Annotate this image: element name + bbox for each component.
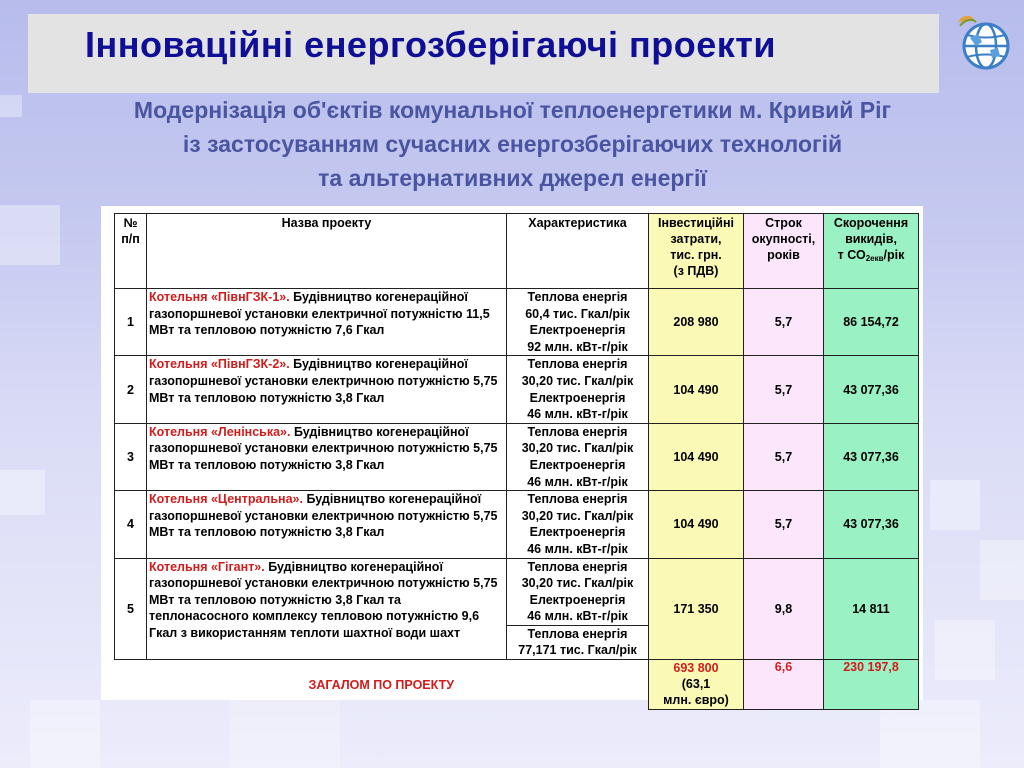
boiler-name: Котельня «Гігант». xyxy=(149,559,265,574)
table-row xyxy=(115,491,919,558)
header-reduction-line: Скорочення xyxy=(833,216,909,230)
project-description: Будівництво когенераційної газопоршневої установки електричною потужністю 5,75 МВт та тепловою потужністю 3,8 Гкал xyxy=(149,357,498,405)
investment-cell: 104 490 xyxy=(649,491,744,558)
characteristic-line: Електроенергія xyxy=(529,592,626,607)
unit-subscript: 2екв xyxy=(865,254,884,263)
projects-table xyxy=(114,213,919,710)
characteristic-line: Теплова енергія xyxy=(527,424,628,439)
characteristic-line: 46 млн. кВт-г/рік xyxy=(527,474,628,489)
characteristic-line: Теплова енергія xyxy=(527,357,628,372)
characteristic-line: 46 млн. кВт-г/рік xyxy=(527,541,628,556)
row-number: 3 xyxy=(115,423,147,490)
characteristic-line: Електроенергія xyxy=(529,457,626,472)
project-name-cell xyxy=(147,558,507,660)
characteristic-line: Теплова енергія xyxy=(527,290,628,304)
total-investment-eur: млн. євро) xyxy=(663,693,729,708)
header-payback-line: років xyxy=(767,248,800,262)
boiler-name: Котельня «ПівнГЗК-2». xyxy=(149,357,290,372)
investment-cell: 171 350 xyxy=(649,558,744,660)
characteristic-line: 30,20 тис. Гкал/рік xyxy=(521,508,634,523)
header-payback xyxy=(744,214,824,289)
background-square xyxy=(880,700,980,768)
row-number: 2 xyxy=(115,356,147,423)
row-number: 1 xyxy=(115,289,147,356)
characteristic-line: 77,171 тис. Гкал/рік xyxy=(518,643,637,658)
project-description: Будівництво когенераційної газопоршневої установки електричною потужністю 5,75 МВт та тепловою потужністю 3,8 Гкал та теплонасосного комплексу тепловою потужністю 9,6 Гкал з використанням теплоти шахтної води шахт xyxy=(149,559,498,640)
reduction-cell: 43 077,36 xyxy=(824,491,919,558)
characteristic-line: 46 млн. кВт-г/рік xyxy=(527,407,628,422)
project-name-cell xyxy=(147,423,507,490)
subtitle-line: та альтернативних джерел енергії xyxy=(318,165,707,191)
header-number xyxy=(115,214,147,289)
boiler-name: Котельня «Центральна». xyxy=(149,492,303,507)
total-investment-eur: (63,1 xyxy=(681,677,711,692)
characteristic-line: 46 млн. кВт-г/рік xyxy=(527,609,628,624)
reduction-cell: 43 077,36 xyxy=(824,423,919,490)
project-name-cell xyxy=(147,356,507,423)
total-label: ЗАГАЛОМ ПО ПРОЕКТУ xyxy=(115,660,649,710)
unit-text: /рік xyxy=(883,248,905,262)
row-number: 4 xyxy=(115,491,147,558)
characteristic-line: 30,20 тис. Гкал/рік xyxy=(521,441,634,456)
total-investment: 693 800 xyxy=(673,661,719,676)
total-payback: 6,6 xyxy=(744,660,824,710)
table-sheet xyxy=(101,206,923,708)
subtitle-line: із застосуванням сучасних енергозберігаючих технологій xyxy=(182,131,843,157)
reduction-cell: 86 154,72 xyxy=(824,289,919,356)
payback-cell: 9,8 xyxy=(744,558,824,660)
characteristic-line: 60,4 тис. Гкал/рік xyxy=(525,306,630,321)
header-investment xyxy=(649,214,744,289)
investment-cell: 104 490 xyxy=(649,356,744,423)
header-number-line: № xyxy=(123,216,138,230)
payback-cell: 5,7 xyxy=(744,423,824,490)
header-investment-line: Інвестиційні xyxy=(658,216,734,230)
table-header-row xyxy=(115,214,919,289)
characteristic-line: Теплова енергія xyxy=(527,559,628,574)
reduction-cell: 43 077,36 xyxy=(824,356,919,423)
background-square xyxy=(935,620,995,680)
table-row xyxy=(115,423,919,490)
header-characteristic: Характеристика xyxy=(507,214,649,289)
total-row xyxy=(115,660,919,710)
boiler-name: Котельня «Ленінська». xyxy=(149,424,291,439)
project-name-cell xyxy=(147,289,507,356)
header-reduction-line: викидів, xyxy=(845,232,897,246)
table-row xyxy=(115,356,919,423)
header-number-line: п/п xyxy=(121,232,140,246)
header-project-name: Назва проекту xyxy=(147,214,507,289)
background-square xyxy=(30,700,100,768)
background-square xyxy=(0,205,60,265)
characteristic-cell xyxy=(507,356,649,423)
project-name-cell xyxy=(147,491,507,558)
characteristic-line: Електроенергія xyxy=(529,323,626,338)
payback-cell: 5,7 xyxy=(744,491,824,558)
reduction-cell: 14 811 xyxy=(824,558,919,660)
background-square xyxy=(230,700,340,768)
table-row xyxy=(115,289,919,356)
header-payback-line: Строк xyxy=(765,216,802,230)
project-description: Будівництво когенераційної газопоршневої установки електричної потужністю 11,5 МВт та тепловою потужністю 7,6 Гкал xyxy=(149,290,490,338)
subtitle-line: Модернізація об'єктів комунальної теплоенергетики м. Кривий Ріг xyxy=(133,97,892,123)
boiler-name: Котельня «ПівнГЗК-1». xyxy=(149,290,290,304)
row-number: 5 xyxy=(115,558,147,660)
header-investment-line: затрати, xyxy=(670,232,722,246)
characteristic-cell xyxy=(507,289,649,356)
characteristic-line: 30,20 тис. Гкал/рік xyxy=(521,576,634,591)
characteristic-line: Електроенергія xyxy=(529,525,626,540)
characteristic-line: Електроенергія xyxy=(529,390,626,405)
project-description: Будівництво когенераційної газопоршневої установки електричною потужністю 5,75 МВт та тепловою потужністю 3,8 Гкал xyxy=(149,424,498,472)
header-reduction-unit xyxy=(826,247,916,267)
characteristic-cell xyxy=(507,423,649,490)
total-reduction: 230 197,8 xyxy=(824,660,919,710)
payback-cell: 5,7 xyxy=(744,356,824,423)
total-investment-cell xyxy=(649,660,744,710)
characteristic-line: 92 млн. кВт-г/рік xyxy=(527,339,628,354)
characteristic-line: 30,20 тис. Гкал/рік xyxy=(521,373,634,388)
project-description: Будівництво когенераційної газопоршневої установки електричною потужністю 5,75 МВт та тепловою потужністю 3,8 Гкал xyxy=(149,492,498,540)
background-square xyxy=(980,540,1024,600)
background-square xyxy=(0,470,45,515)
investment-cell: 208 980 xyxy=(649,289,744,356)
characteristic-cell xyxy=(507,558,649,625)
header-reduction xyxy=(824,214,919,289)
background-square xyxy=(0,95,22,117)
characteristic-cell xyxy=(507,625,649,659)
unit-text: т СО xyxy=(837,248,866,262)
header-payback-line: окупності, xyxy=(751,232,816,246)
characteristic-line: Теплова енергія xyxy=(527,626,628,641)
header-investment-line: тис. грн. xyxy=(670,248,722,262)
header-investment-line: (з ПДВ) xyxy=(673,264,719,278)
slide-title: Інноваційні енергозберігаючі проекти xyxy=(85,24,777,65)
slide-subtitle xyxy=(40,93,985,195)
characteristic-line: Теплова енергія xyxy=(527,492,628,507)
investment-cell: 104 490 xyxy=(649,423,744,490)
background-square xyxy=(930,480,980,530)
globe-leaf-icon xyxy=(946,12,1014,70)
table-row xyxy=(115,558,919,625)
characteristic-cell xyxy=(507,491,649,558)
payback-cell: 5,7 xyxy=(744,289,824,356)
